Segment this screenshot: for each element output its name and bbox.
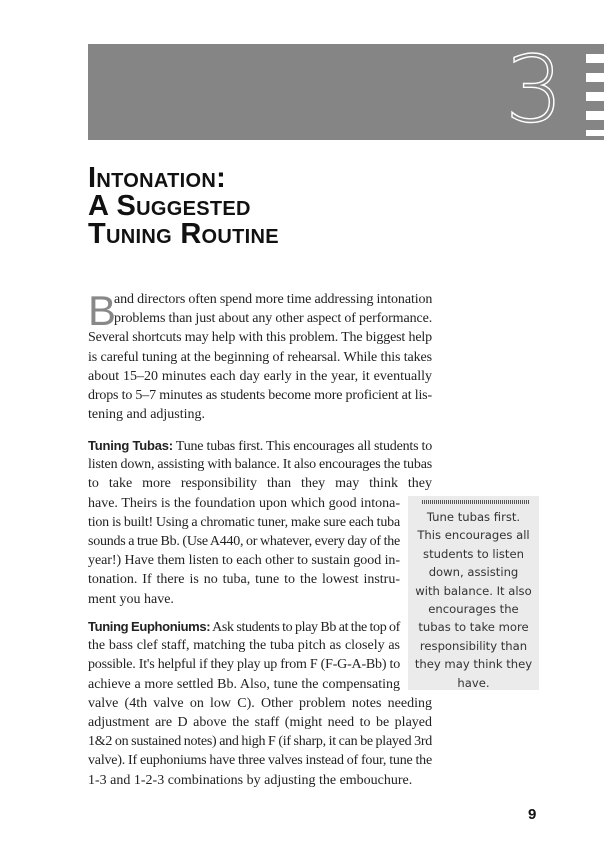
text-line: 1-3 and 1-2-3 combinations by adjusting the embouchure. xyxy=(88,772,413,788)
text-line: 1&2 on sustained notes) and high F (if sharp, it can be played 3rd xyxy=(88,734,433,750)
text-line: year!) Have them listen to each other to sustain good in- xyxy=(88,553,400,569)
pull-quote-line: down, assisting xyxy=(428,565,519,580)
text-run: Ask students to play Bb at the top of xyxy=(212,620,400,635)
text-line: sounds a true Bb. (Use A440, or whatever, every day of the xyxy=(88,533,400,549)
intro-paragraph xyxy=(88,287,433,424)
banner-stripe xyxy=(586,101,604,111)
pull-quote-line: they may think they xyxy=(414,657,533,672)
pull-quote-line: have. xyxy=(457,675,490,690)
text-line xyxy=(88,617,400,636)
pull-quote-line: tubas to take more xyxy=(418,620,529,635)
text-line: tion is built! Using a chromatic tuner, make sure each tuba xyxy=(88,514,400,530)
text-line: and directors often spend more time addressing intonation xyxy=(114,292,433,307)
pull-quote-line: with balance. It also xyxy=(415,583,532,598)
drop-cap: B xyxy=(88,287,117,334)
banner-stripe xyxy=(586,63,604,73)
page-number: 9 xyxy=(528,806,537,823)
text-line: is careful tuning at the beginning of rehearsal. While this takes xyxy=(88,349,432,365)
section-heading: Tuning Tubas: xyxy=(88,438,173,453)
text-line: adjustment are D above the staff (might need to be played xyxy=(88,714,432,730)
euphoniums-paragraph xyxy=(88,617,432,790)
text-line xyxy=(88,436,432,455)
pull-quote-line: responsibility than xyxy=(419,638,528,653)
banner-stripe xyxy=(586,120,604,130)
text-line: have. Theirs is the foundation upon which good intona- xyxy=(88,495,400,511)
title-line: Intonation: xyxy=(88,162,227,194)
pull-quote-line: Tune tubas first. xyxy=(426,510,521,524)
text-line: problems than just about any other aspect of performance. xyxy=(114,311,433,327)
text-line: valve). If euphoniums have three valves instead of four, tune the xyxy=(88,753,432,769)
tubas-paragraph xyxy=(88,436,432,609)
title-line: A Suggested xyxy=(88,190,251,222)
banner-stripe xyxy=(586,136,604,140)
chapter-number: 3 xyxy=(505,36,564,143)
text-line: valve (4th valve on low C). Other problem notes needing xyxy=(88,695,432,711)
section-heading: Tuning Euphoniums: xyxy=(88,619,211,634)
sidebar-rule xyxy=(422,500,529,504)
text-line: drops to 5–7 minutes as students become more proficient at lis- xyxy=(88,387,432,403)
text-line: possible. It's helpful if they play up from F (F-G-A-Bb) to xyxy=(88,657,400,673)
pull-quote-line: students to listen xyxy=(423,546,524,561)
chapter-title xyxy=(88,164,279,248)
banner-stripe xyxy=(586,82,604,92)
title-line: Tuning Routine xyxy=(88,218,279,250)
text-line: ment you have. xyxy=(88,591,174,607)
banner-stripe xyxy=(586,44,604,54)
pull-quote-line: This encourages all xyxy=(417,528,530,543)
text-line: about 15–20 minutes each day early in the year, it eventually xyxy=(88,368,432,384)
pull-quote-line: encourages the xyxy=(428,602,519,617)
text-run: Tune tubas first. This encourages all students to xyxy=(175,439,432,454)
text-line: Several shortcuts may help with this problem. The biggest help xyxy=(88,330,432,346)
text-line: listen down, assisting with balance. It also encourages the tubas xyxy=(88,457,433,473)
text-line: tonation. If there is no tuba, tune to the lowest instru- xyxy=(88,572,400,588)
text-line: tening and adjusting. xyxy=(88,407,206,423)
text-line: achieve a more settled Bb. Also, tune the compensating xyxy=(88,676,400,692)
text-line: to take more responsibility than they may think they xyxy=(88,476,432,492)
text-line: the bass clef staff, matching the tuba pitch as closely as xyxy=(88,638,400,654)
